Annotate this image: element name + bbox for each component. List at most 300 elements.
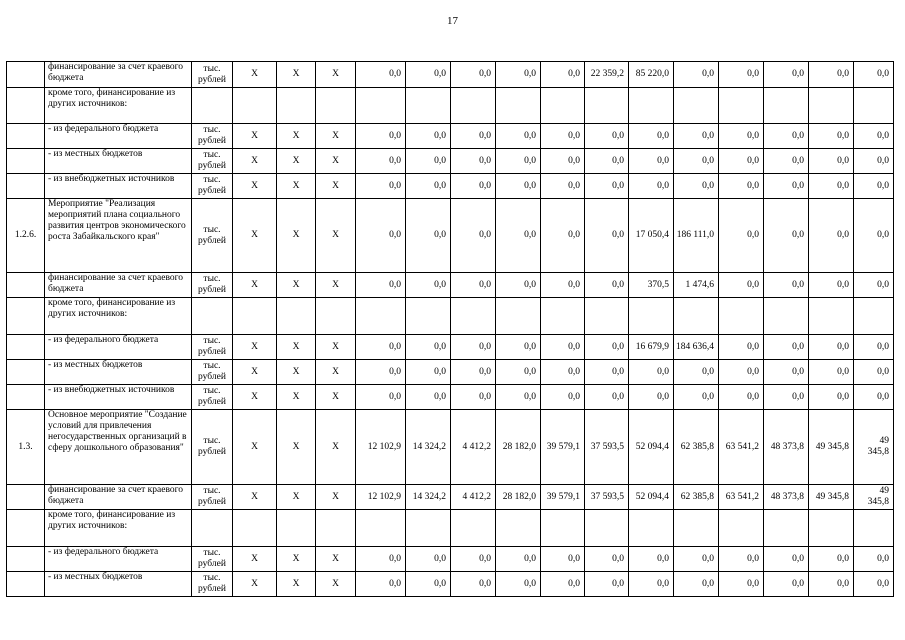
row-value xyxy=(585,510,629,547)
table-row xyxy=(7,273,894,298)
row-value: 0,0 xyxy=(719,572,764,597)
row-value: 0,0 xyxy=(854,174,894,199)
row-code xyxy=(7,62,45,88)
row-name: Мероприятие "Реализация мероприятий плана социального развития центров экономического роста Забайкальского края" xyxy=(45,199,192,273)
row-x-mark: X xyxy=(316,149,356,174)
row-x-mark: X xyxy=(316,360,356,385)
row-unit: тыс. рублей xyxy=(192,174,233,199)
row-value xyxy=(451,88,496,124)
table-row xyxy=(7,410,894,485)
row-value: 0,0 xyxy=(451,174,496,199)
row-value: 0,0 xyxy=(809,335,854,360)
row-value: 0,0 xyxy=(854,124,894,149)
row-name: Основное мероприятие "Создание условий для привлечения негосударственных организаций в сферу дошкольного образования" xyxy=(45,410,192,485)
row-value: 0,0 xyxy=(451,149,496,174)
row-unit xyxy=(192,510,233,547)
row-value: 52 094,4 xyxy=(629,485,674,510)
row-value xyxy=(674,510,719,547)
row-value: 0,0 xyxy=(496,572,541,597)
row-value: 0,0 xyxy=(541,360,585,385)
row-value: 0,0 xyxy=(356,547,406,572)
row-code xyxy=(7,547,45,572)
row-value: 0,0 xyxy=(719,62,764,88)
row-value: 63 541,2 xyxy=(719,485,764,510)
row-value: 0,0 xyxy=(356,385,406,410)
row-value: 0,0 xyxy=(356,124,406,149)
row-unit: тыс. рублей xyxy=(192,199,233,273)
row-value: 0,0 xyxy=(496,360,541,385)
row-x-mark: X xyxy=(277,174,316,199)
row-name: - из внебюджетных источников xyxy=(45,385,192,410)
row-x-mark: X xyxy=(233,174,277,199)
row-value: 0,0 xyxy=(406,572,451,597)
row-x-mark: X xyxy=(233,124,277,149)
row-x-mark xyxy=(277,510,316,547)
row-value xyxy=(406,298,451,335)
row-value: 0,0 xyxy=(541,124,585,149)
row-value: 0,0 xyxy=(356,360,406,385)
row-value: 14 324,2 xyxy=(406,485,451,510)
row-value: 0,0 xyxy=(809,273,854,298)
row-value xyxy=(585,298,629,335)
row-value: 0,0 xyxy=(496,174,541,199)
row-value xyxy=(719,88,764,124)
row-x-mark: X xyxy=(316,410,356,485)
row-x-mark: X xyxy=(316,547,356,572)
row-value: 0,0 xyxy=(585,149,629,174)
row-value: 0,0 xyxy=(585,572,629,597)
row-value xyxy=(496,298,541,335)
row-name: - из федерального бюджета xyxy=(45,547,192,572)
row-code xyxy=(7,88,45,124)
row-value: 85 220,0 xyxy=(629,62,674,88)
row-value: 0,0 xyxy=(496,273,541,298)
row-value: 0,0 xyxy=(764,547,809,572)
row-x-mark: X xyxy=(277,149,316,174)
row-x-mark: X xyxy=(233,385,277,410)
row-value: 28 182,0 xyxy=(496,485,541,510)
row-value: 0,0 xyxy=(719,149,764,174)
row-value xyxy=(629,298,674,335)
row-x-mark: X xyxy=(316,174,356,199)
row-value: 0,0 xyxy=(854,572,894,597)
row-value: 0,0 xyxy=(585,547,629,572)
row-value: 0,0 xyxy=(496,149,541,174)
row-value: 0,0 xyxy=(406,174,451,199)
row-value: 0,0 xyxy=(809,62,854,88)
row-value: 48 373,8 xyxy=(764,485,809,510)
row-x-mark xyxy=(277,298,316,335)
row-value: 0,0 xyxy=(406,273,451,298)
row-x-mark: X xyxy=(277,273,316,298)
row-value: 16 679,9 xyxy=(629,335,674,360)
row-value xyxy=(541,88,585,124)
row-value: 0,0 xyxy=(451,62,496,88)
row-value: 0,0 xyxy=(356,174,406,199)
row-unit: тыс. рублей xyxy=(192,410,233,485)
row-value: 0,0 xyxy=(406,360,451,385)
row-value: 0,0 xyxy=(629,547,674,572)
row-value: 0,0 xyxy=(585,174,629,199)
row-value xyxy=(764,298,809,335)
row-value: 0,0 xyxy=(496,335,541,360)
row-value: 0,0 xyxy=(585,335,629,360)
row-value: 0,0 xyxy=(854,547,894,572)
row-value: 14 324,2 xyxy=(406,410,451,485)
row-value: 0,0 xyxy=(764,124,809,149)
table-row xyxy=(7,485,894,510)
row-unit: тыс. рублей xyxy=(192,124,233,149)
row-value xyxy=(451,298,496,335)
row-value xyxy=(854,510,894,547)
row-value: 12 102,9 xyxy=(356,410,406,485)
row-x-mark: X xyxy=(277,335,316,360)
row-value xyxy=(764,510,809,547)
row-name: - из федерального бюджета xyxy=(45,335,192,360)
table-row xyxy=(7,62,894,88)
row-value: 0,0 xyxy=(809,199,854,273)
row-code xyxy=(7,174,45,199)
row-value: 0,0 xyxy=(854,385,894,410)
row-value: 0,0 xyxy=(496,385,541,410)
table-row xyxy=(7,572,894,597)
row-value: 0,0 xyxy=(719,547,764,572)
row-value: 0,0 xyxy=(541,273,585,298)
row-value: 22 359,2 xyxy=(585,62,629,88)
row-value: 0,0 xyxy=(674,174,719,199)
row-value: 0,0 xyxy=(629,149,674,174)
row-code xyxy=(7,510,45,547)
row-value xyxy=(629,510,674,547)
row-value: 48 373,8 xyxy=(764,410,809,485)
row-value xyxy=(719,298,764,335)
row-x-mark: X xyxy=(233,360,277,385)
row-value: 184 636,4 xyxy=(674,335,719,360)
row-value: 0,0 xyxy=(541,199,585,273)
row-unit: тыс. рублей xyxy=(192,335,233,360)
row-value: 0,0 xyxy=(356,572,406,597)
row-code: 1.2.6. xyxy=(7,199,45,273)
row-value: 0,0 xyxy=(451,572,496,597)
row-value: 0,0 xyxy=(674,149,719,174)
row-code xyxy=(7,335,45,360)
row-unit: тыс. рублей xyxy=(192,360,233,385)
row-code xyxy=(7,149,45,174)
table-row xyxy=(7,174,894,199)
row-value: 0,0 xyxy=(719,124,764,149)
row-value: 0,0 xyxy=(451,547,496,572)
row-code xyxy=(7,572,45,597)
row-x-mark: X xyxy=(277,572,316,597)
row-unit xyxy=(192,298,233,335)
row-x-mark: X xyxy=(233,335,277,360)
row-value: 0,0 xyxy=(719,273,764,298)
row-value: 0,0 xyxy=(809,572,854,597)
row-value: 0,0 xyxy=(854,199,894,273)
row-value: 0,0 xyxy=(764,174,809,199)
row-value: 0,0 xyxy=(356,335,406,360)
row-value: 0,0 xyxy=(764,335,809,360)
row-value: 0,0 xyxy=(585,385,629,410)
table-row xyxy=(7,385,894,410)
table-row xyxy=(7,547,894,572)
row-value: 0,0 xyxy=(629,124,674,149)
row-value xyxy=(764,88,809,124)
row-value: 52 094,4 xyxy=(629,410,674,485)
row-unit: тыс. рублей xyxy=(192,385,233,410)
row-value: 0,0 xyxy=(496,199,541,273)
row-value: 0,0 xyxy=(629,360,674,385)
row-value: 37 593,5 xyxy=(585,485,629,510)
table-row xyxy=(7,149,894,174)
row-value xyxy=(356,88,406,124)
row-value xyxy=(451,510,496,547)
row-name: кроме того, финансирование из других источников: xyxy=(45,298,192,335)
row-unit: тыс. рублей xyxy=(192,62,233,88)
row-value: 49 345,8 xyxy=(854,410,894,485)
row-value: 39 579,1 xyxy=(541,410,585,485)
row-value: 0,0 xyxy=(406,199,451,273)
row-x-mark xyxy=(233,298,277,335)
row-value: 0,0 xyxy=(764,273,809,298)
row-name: кроме того, финансирование из других источников: xyxy=(45,88,192,124)
row-value: 0,0 xyxy=(406,149,451,174)
row-value: 370,5 xyxy=(629,273,674,298)
row-x-mark: X xyxy=(233,410,277,485)
row-value: 0,0 xyxy=(809,149,854,174)
row-value xyxy=(674,298,719,335)
row-value: 0,0 xyxy=(451,124,496,149)
row-x-mark xyxy=(233,510,277,547)
row-value: 0,0 xyxy=(764,149,809,174)
row-name: - из местных бюджетов xyxy=(45,360,192,385)
row-value: 0,0 xyxy=(451,199,496,273)
row-value xyxy=(496,510,541,547)
row-value: 0,0 xyxy=(541,547,585,572)
row-name: финансирование за счет краевого бюджета xyxy=(45,485,192,510)
row-value: 0,0 xyxy=(764,385,809,410)
row-value: 0,0 xyxy=(809,360,854,385)
row-x-mark: X xyxy=(277,410,316,485)
row-value xyxy=(541,298,585,335)
row-value xyxy=(809,510,854,547)
row-value: 28 182,0 xyxy=(496,410,541,485)
row-x-mark xyxy=(316,88,356,124)
row-unit: тыс. рублей xyxy=(192,273,233,298)
row-x-mark xyxy=(233,88,277,124)
row-value: 0,0 xyxy=(541,62,585,88)
row-value xyxy=(719,510,764,547)
table-row xyxy=(7,335,894,360)
row-name: финансирование за счет краевого бюджета xyxy=(45,62,192,88)
row-value: 0,0 xyxy=(629,572,674,597)
row-value: 0,0 xyxy=(854,149,894,174)
row-value: 37 593,5 xyxy=(585,410,629,485)
row-value xyxy=(541,510,585,547)
row-x-mark xyxy=(277,88,316,124)
row-code xyxy=(7,485,45,510)
row-value: 0,0 xyxy=(356,273,406,298)
row-value xyxy=(356,510,406,547)
row-value: 49 345,8 xyxy=(809,485,854,510)
row-x-mark: X xyxy=(277,199,316,273)
table-row xyxy=(7,88,894,124)
row-value xyxy=(406,88,451,124)
row-code xyxy=(7,298,45,335)
row-value: 4 412,2 xyxy=(451,410,496,485)
row-unit xyxy=(192,88,233,124)
row-value: 0,0 xyxy=(541,572,585,597)
row-value: 0,0 xyxy=(496,547,541,572)
row-value: 0,0 xyxy=(674,385,719,410)
row-value: 0,0 xyxy=(585,360,629,385)
row-value: 0,0 xyxy=(764,199,809,273)
row-value: 0,0 xyxy=(356,149,406,174)
row-value: 0,0 xyxy=(451,360,496,385)
row-name: - из местных бюджетов xyxy=(45,572,192,597)
row-value: 0,0 xyxy=(406,62,451,88)
row-value: 0,0 xyxy=(585,273,629,298)
row-value: 0,0 xyxy=(854,62,894,88)
row-x-mark: X xyxy=(233,547,277,572)
row-x-mark: X xyxy=(316,572,356,597)
row-value: 12 102,9 xyxy=(356,485,406,510)
page-number: 17 xyxy=(447,15,458,27)
row-value: 0,0 xyxy=(854,273,894,298)
row-value: 0,0 xyxy=(809,385,854,410)
row-x-mark xyxy=(316,298,356,335)
row-x-mark: X xyxy=(277,385,316,410)
row-x-mark: X xyxy=(316,485,356,510)
row-value: 0,0 xyxy=(406,335,451,360)
row-value: 0,0 xyxy=(674,62,719,88)
row-value: 0,0 xyxy=(809,174,854,199)
row-value: 0,0 xyxy=(541,335,585,360)
row-unit: тыс. рублей xyxy=(192,485,233,510)
row-name: - из местных бюджетов xyxy=(45,149,192,174)
row-value: 0,0 xyxy=(674,360,719,385)
row-value: 0,0 xyxy=(541,385,585,410)
table-row xyxy=(7,124,894,149)
row-x-mark: X xyxy=(277,547,316,572)
row-value: 1 474,6 xyxy=(674,273,719,298)
row-value: 0,0 xyxy=(496,62,541,88)
row-value: 39 579,1 xyxy=(541,485,585,510)
row-value xyxy=(674,88,719,124)
row-code xyxy=(7,124,45,149)
table-row xyxy=(7,510,894,547)
row-x-mark: X xyxy=(233,62,277,88)
row-value xyxy=(809,298,854,335)
row-x-mark: X xyxy=(316,335,356,360)
row-x-mark: X xyxy=(233,572,277,597)
row-value: 0,0 xyxy=(406,124,451,149)
row-value: 0,0 xyxy=(809,124,854,149)
row-value: 0,0 xyxy=(629,385,674,410)
table-row xyxy=(7,199,894,273)
row-x-mark: X xyxy=(316,124,356,149)
row-value: 0,0 xyxy=(674,547,719,572)
row-value: 17 050,4 xyxy=(629,199,674,273)
row-x-mark: X xyxy=(316,62,356,88)
row-name: - из федерального бюджета xyxy=(45,124,192,149)
row-value xyxy=(854,88,894,124)
row-code xyxy=(7,385,45,410)
budget-table xyxy=(6,61,894,597)
row-value xyxy=(809,88,854,124)
table-row xyxy=(7,360,894,385)
row-x-mark: X xyxy=(277,485,316,510)
row-value: 186 111,0 xyxy=(674,199,719,273)
row-value: 0,0 xyxy=(496,124,541,149)
row-value: 0,0 xyxy=(356,62,406,88)
row-value: 0,0 xyxy=(451,385,496,410)
row-name: финансирование за счет краевого бюджета xyxy=(45,273,192,298)
row-value: 0,0 xyxy=(674,124,719,149)
row-value: 0,0 xyxy=(451,273,496,298)
row-value xyxy=(356,298,406,335)
row-value: 0,0 xyxy=(854,335,894,360)
row-value: 0,0 xyxy=(809,547,854,572)
row-x-mark: X xyxy=(233,273,277,298)
row-value xyxy=(854,298,894,335)
row-value: 0,0 xyxy=(719,385,764,410)
table-body xyxy=(7,62,894,597)
row-value: 0,0 xyxy=(764,360,809,385)
row-value: 0,0 xyxy=(406,547,451,572)
row-x-mark: X xyxy=(233,485,277,510)
row-name: кроме того, финансирование из других источников: xyxy=(45,510,192,547)
row-value: 63 541,2 xyxy=(719,410,764,485)
row-value: 4 412,2 xyxy=(451,485,496,510)
row-code xyxy=(7,273,45,298)
row-value: 49 345,8 xyxy=(854,485,894,510)
row-x-mark: X xyxy=(277,360,316,385)
row-value: 0,0 xyxy=(406,385,451,410)
row-value: 0,0 xyxy=(719,174,764,199)
row-x-mark: X xyxy=(277,62,316,88)
row-value: 0,0 xyxy=(854,360,894,385)
row-value: 0,0 xyxy=(719,360,764,385)
row-value: 0,0 xyxy=(585,124,629,149)
row-value: 0,0 xyxy=(541,149,585,174)
row-value xyxy=(406,510,451,547)
row-value: 0,0 xyxy=(719,199,764,273)
row-value: 62 385,8 xyxy=(674,410,719,485)
row-x-mark: X xyxy=(277,124,316,149)
row-unit: тыс. рублей xyxy=(192,149,233,174)
row-x-mark: X xyxy=(233,199,277,273)
row-unit: тыс. рублей xyxy=(192,572,233,597)
row-code xyxy=(7,360,45,385)
row-x-mark: X xyxy=(233,149,277,174)
row-value: 0,0 xyxy=(764,572,809,597)
row-value: 0,0 xyxy=(719,335,764,360)
row-code: 1.3. xyxy=(7,410,45,485)
row-value: 0,0 xyxy=(764,62,809,88)
row-value: 0,0 xyxy=(629,174,674,199)
row-value: 0,0 xyxy=(585,199,629,273)
row-unit: тыс. рублей xyxy=(192,547,233,572)
row-value: 0,0 xyxy=(451,335,496,360)
row-name: - из внебюджетных источников xyxy=(45,174,192,199)
row-value xyxy=(496,88,541,124)
row-x-mark: X xyxy=(316,385,356,410)
row-value: 0,0 xyxy=(541,174,585,199)
table-row xyxy=(7,298,894,335)
row-x-mark xyxy=(316,510,356,547)
row-x-mark: X xyxy=(316,273,356,298)
